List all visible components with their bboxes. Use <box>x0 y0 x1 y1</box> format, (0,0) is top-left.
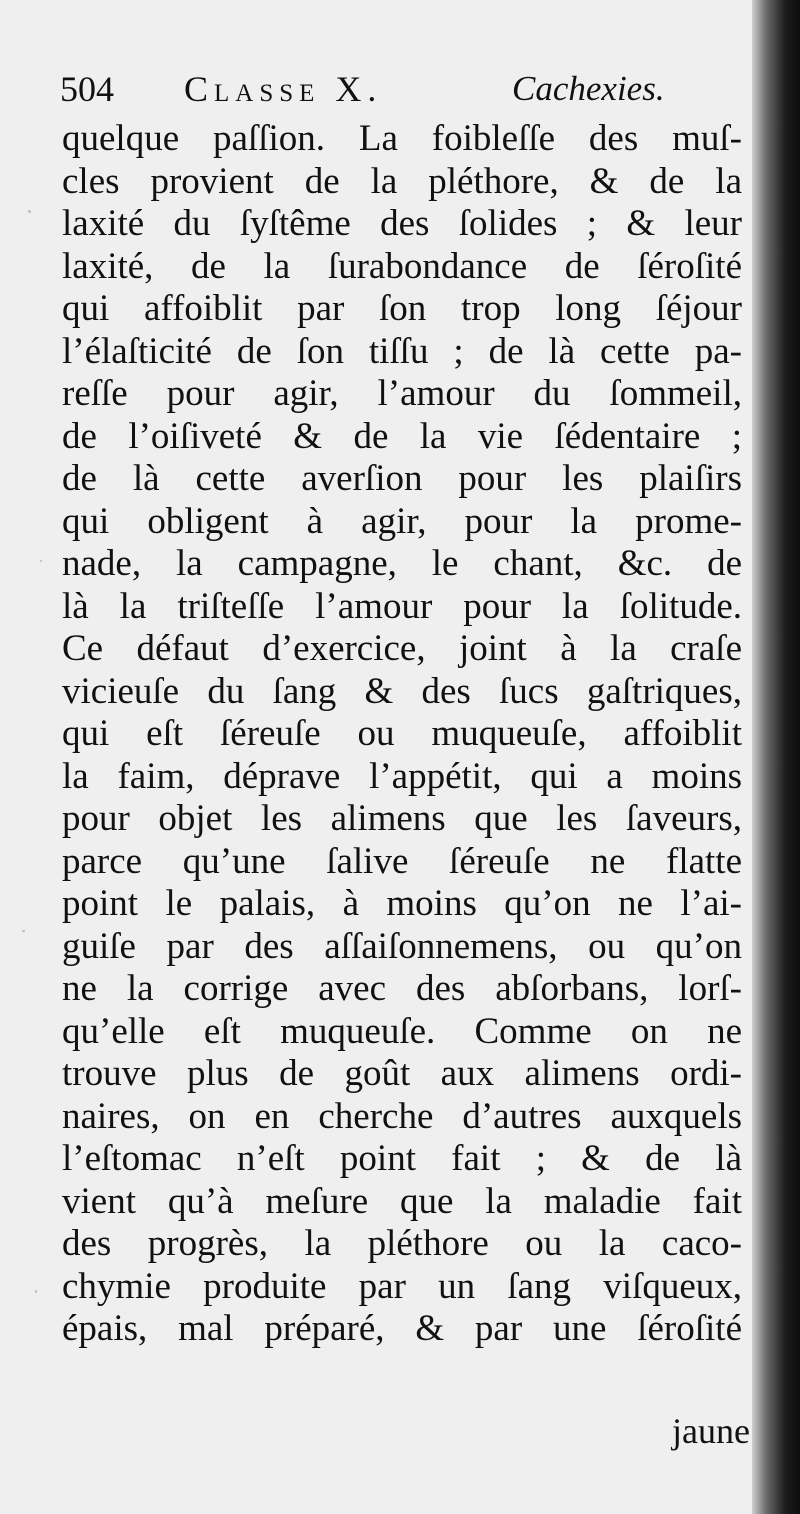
text-line: laxité, de la ſurabondance de ſéroſité <box>62 245 742 287</box>
text-line: vient qu’à meſure que la maladie fait <box>62 1180 742 1222</box>
text-line: ne la corrige avec des abſorbans, lorſ- <box>62 968 742 1009</box>
page-header <box>60 62 700 116</box>
catchword: jaune <box>672 1411 750 1451</box>
text-line: Ce défaut d’exercice, joint à la craſe <box>62 628 742 669</box>
text-line: qui obligent à agir, pour la prome- <box>62 500 742 542</box>
running-head: Classe X. <box>184 69 383 109</box>
text-line: guiſe par des aſſaiſonnemens, ou qu’on <box>62 925 742 967</box>
text-line: reſſe pour agir, l’amour du ſommeil, <box>62 373 742 414</box>
text-line: chymie produite par un ſang viſqueux, <box>62 1265 742 1307</box>
text-line: l’eſtomac n’eſt point fait ; & de là <box>62 1138 742 1179</box>
text-line: des progrès, la pléthore ou la caco- <box>62 1223 742 1264</box>
text-line: vicieuſe du ſang & des ſucs gaſtriques, <box>62 670 742 712</box>
paper-speck <box>40 560 42 562</box>
text-line: nade, la campagne, le chant, &c. de <box>62 543 742 584</box>
text-line: la faim, déprave l’appétit, qui a moins <box>62 755 742 797</box>
text-line: trouve plus de goût aux alimens ordi- <box>62 1053 742 1094</box>
text-line: pour objet les alimens que les ſaveurs, <box>62 798 742 839</box>
text-line: naires, on en cherche d’autres auxquels <box>62 1095 742 1137</box>
paper-speck <box>35 1290 37 1293</box>
text-line: épais, mal préparé, & par une ſéroſité <box>62 1308 742 1349</box>
paper-speck <box>28 210 31 213</box>
text-line: là la triſteſſe l’amour pour la ſolitude. <box>62 585 742 627</box>
text-line: point le palais, à moins qu’on ne l’ai- <box>62 883 742 924</box>
binding-edge <box>752 0 800 1514</box>
text-line: cles provient de la pléthore, & de la <box>62 160 742 202</box>
running-head-subtitle: Cachexies. <box>512 69 665 108</box>
text-line: qui eſt ſéreuſe ou muqueuſe, affoiblit <box>62 713 742 754</box>
text-line: quelque paſſion. La foibleſſe des muſ- <box>62 118 742 159</box>
body-text <box>62 118 742 1351</box>
text-line: l’élaſticité de ſon tiſſu ; de là cette pa- <box>62 330 742 372</box>
text-line: qu’elle eſt muqueuſe. Comme on ne <box>62 1010 742 1052</box>
text-line: laxité du ſyſtême des ſolides ; & leur <box>62 203 742 244</box>
text-line: de là cette averſion pour les plaiſirs <box>62 458 742 499</box>
text-line: parce qu’une ſalive ſéreuſe ne flatte <box>62 840 742 882</box>
page-number: 504 <box>60 69 114 109</box>
paper-speck <box>22 930 25 932</box>
text-line: qui affoiblit par ſon trop long ſéjour <box>62 288 742 329</box>
text-line: de l’oiſiveté & de la vie ſédentaire ; <box>62 415 742 457</box>
